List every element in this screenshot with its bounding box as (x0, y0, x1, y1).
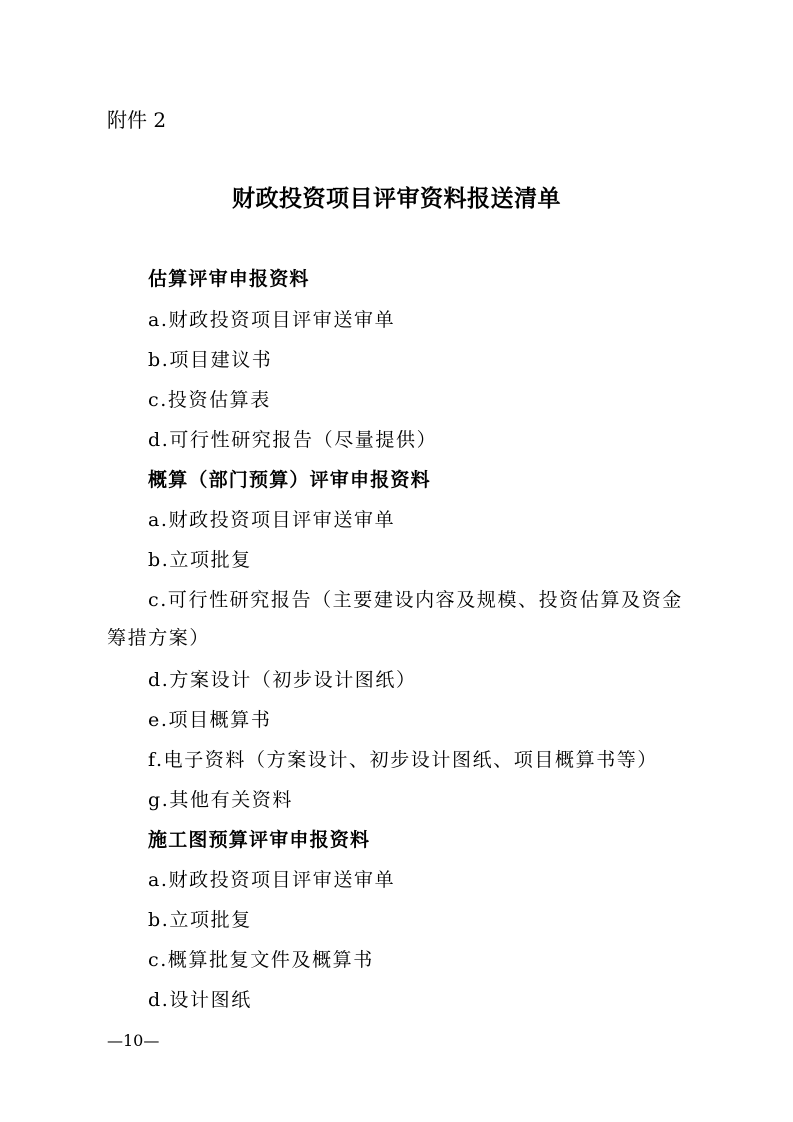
list-item: g.其他有关资料 (148, 789, 294, 811)
list-item: c.投资估算表 (148, 389, 271, 411)
list-item: c.可行性研究报告（主要建设内容及规模、投资估算及资金 (148, 589, 683, 611)
list-item: d.方案设计（初步设计图纸） (148, 669, 417, 691)
list-item: b.立项批复 (148, 549, 252, 571)
list-item: a.财政投资项目评审送审单 (148, 509, 396, 531)
list-item: f.电子资料（方案设计、初步设计图纸、项目概算书等） (148, 749, 658, 771)
page-number: —10— (107, 1031, 160, 1050)
list-item-continuation: 筹措方案） (107, 627, 211, 649)
list-item: b.项目建议书 (148, 349, 273, 371)
attachment-label: 附件 2 (107, 108, 167, 132)
list-item: d.设计图纸 (148, 989, 252, 1011)
section-heading-estimate: 估算评审申报资料 (148, 268, 310, 290)
list-item: e.项目概算书 (148, 709, 272, 731)
document-title: 财政投资项目评审资料报送清单 (232, 185, 561, 212)
list-item: a.财政投资项目评审送审单 (148, 309, 396, 331)
list-item: a.财政投资项目评审送审单 (148, 869, 396, 891)
list-item: d.可行性研究报告（尽量提供） (148, 429, 438, 451)
section-heading-construction: 施工图预算评审申报资料 (148, 829, 371, 851)
list-item: c.概算批复文件及概算书 (148, 949, 374, 971)
list-item: b.立项批复 (148, 909, 252, 931)
section-heading-budget: 概算（部门预算）评审申报资料 (148, 469, 431, 491)
